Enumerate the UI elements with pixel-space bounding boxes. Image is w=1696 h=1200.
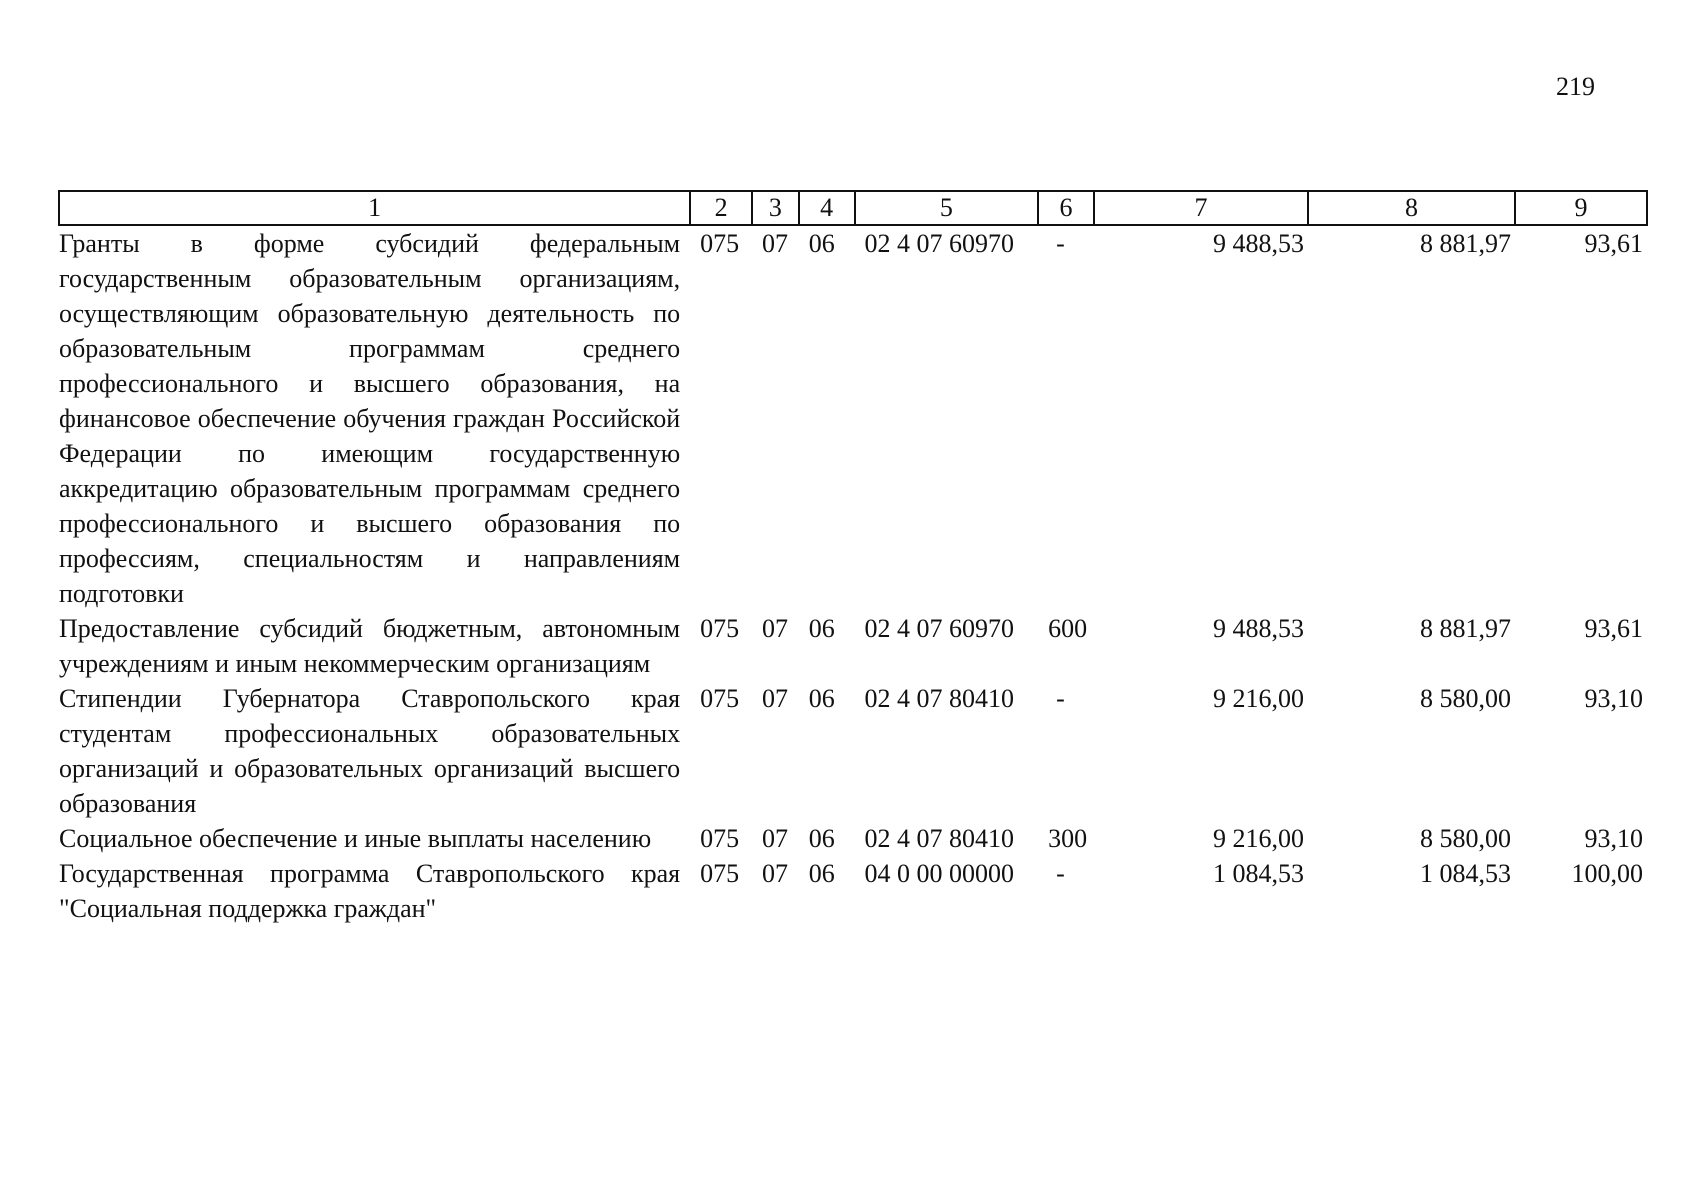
row-code-cell: 02 4 07 80410 [864, 684, 1014, 713]
row-value-cell: 1 084,53 [1420, 859, 1512, 888]
row-code-cell: 02 4 07 60970 [864, 614, 1014, 643]
header-cell-9: 9 [1515, 191, 1647, 225]
row-type-cell: 300 [1048, 824, 1088, 853]
row-code-cell: 02 4 07 60970 [864, 229, 1014, 258]
header-cell-7: 7 [1094, 191, 1308, 225]
row-percent-cell: 93,61 [1584, 229, 1643, 258]
row-name-cell: Предоставление субсидий бюджетным, автономным учреждениям и иным некоммерческим организациям [59, 614, 681, 678]
row-name-cell: Социальное обеспечение и иные выплаты населению [59, 824, 652, 853]
row-name-cell: Стипендии Губернатора Ставропольского края студентам профессиональных образовательных организаций и образовательных организаций высшего образования [59, 684, 681, 818]
row-percent-cell: 93,10 [1584, 824, 1643, 853]
table-row [59, 821, 1647, 856]
header-cell-6: 6 [1038, 191, 1094, 225]
row-value-cell: 9 216,00 [1213, 824, 1305, 853]
page-number: 219 [1556, 72, 1595, 101]
row-percent-cell: 93,10 [1584, 684, 1643, 713]
header-cell-8: 8 [1308, 191, 1515, 225]
row-code-cell: 06 [808, 684, 835, 713]
row-code-cell: 075 [700, 229, 740, 258]
row-code-cell: 075 [700, 824, 740, 853]
row-percent-cell: 93,61 [1584, 614, 1643, 643]
table-row [59, 856, 1647, 926]
row-name-cell: Государственная программа Ставропольского края "Социальная поддержка граждан" [59, 859, 681, 923]
row-type-cell: - [1056, 684, 1065, 713]
row-code-cell: 07 [762, 229, 789, 258]
header-row [59, 191, 1647, 225]
row-value-cell: 9 488,53 [1213, 229, 1305, 258]
budget-table [58, 190, 1648, 926]
row-code-cell: 07 [762, 684, 789, 713]
row-value-cell: 8 881,97 [1420, 229, 1512, 258]
header-cell-2: 2 [690, 191, 752, 225]
row-code-cell: 06 [808, 229, 835, 258]
row-value-cell: 9 216,00 [1213, 684, 1305, 713]
row-code-cell: 02 4 07 80410 [864, 824, 1014, 853]
row-type-cell: - [1056, 229, 1065, 258]
row-code-cell: 07 [762, 824, 789, 853]
row-value-cell: 1 084,53 [1213, 859, 1305, 888]
header-cell-5: 5 [855, 191, 1039, 225]
row-code-cell: 075 [700, 684, 740, 713]
row-percent-cell: 100,00 [1571, 859, 1643, 888]
row-value-cell: 8 881,97 [1420, 614, 1512, 643]
row-code-cell: 06 [808, 859, 835, 888]
header-cell-1: 1 [59, 191, 690, 225]
row-type-cell: 600 [1048, 614, 1088, 643]
row-name-cell: Гранты в форме субсидий федеральным государственным образовательным организациям, осуществляющим образовательную деятельность по образовательным программам среднего профессионального и высшего образования, на финансовое обеспечение обучения граждан Российской Федерации по имеющим государственную аккредитацию образовательным программам среднего профессионального и высшего образования по профессиям, специальностям и направлениям подготовки [59, 229, 681, 608]
header-cell-3: 3 [752, 191, 799, 225]
row-code-cell: 06 [808, 614, 835, 643]
table-row [59, 611, 1647, 681]
row-value-cell: 8 580,00 [1420, 684, 1512, 713]
row-code-cell: 075 [700, 859, 740, 888]
header-cell-4: 4 [799, 191, 855, 225]
row-code-cell: 06 [808, 824, 835, 853]
row-type-cell: - [1056, 859, 1065, 888]
table-row [59, 681, 1647, 821]
row-code-cell: 07 [762, 859, 789, 888]
row-value-cell: 8 580,00 [1420, 824, 1512, 853]
row-value-cell: 9 488,53 [1213, 614, 1305, 643]
row-code-cell: 04 0 00 00000 [864, 859, 1014, 888]
table-row [59, 225, 1647, 611]
row-code-cell: 07 [762, 614, 789, 643]
row-code-cell: 075 [700, 614, 740, 643]
